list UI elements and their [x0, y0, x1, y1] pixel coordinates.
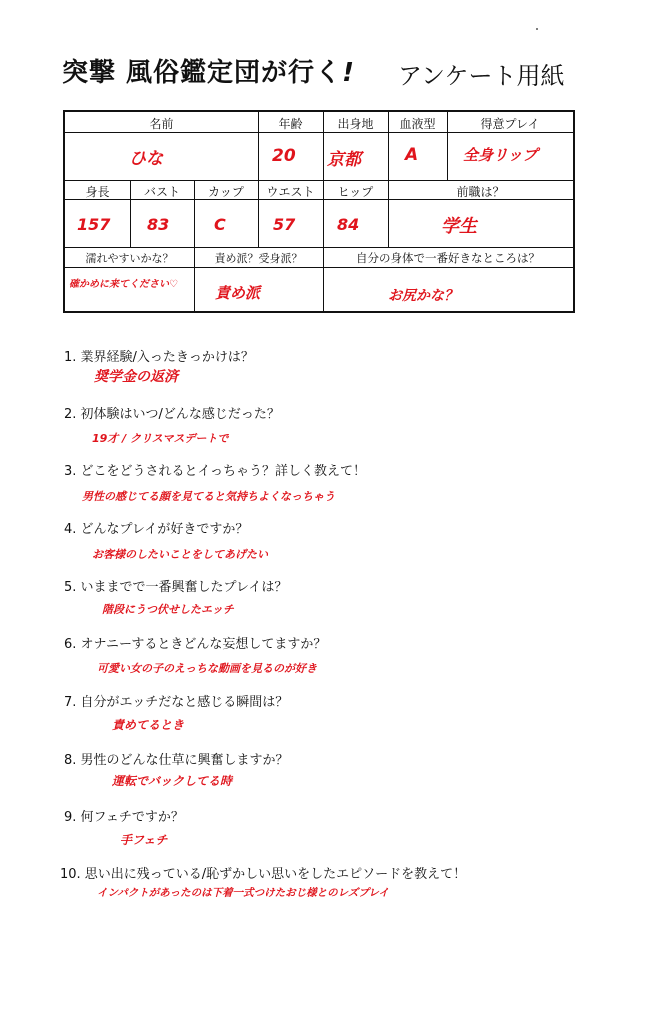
label-name: 名前: [149, 117, 174, 131]
question-2: 2. 初体験はいつ/どんな感じだった？: [64, 407, 280, 422]
answer-9: 手フェチ: [120, 833, 168, 847]
value-bust: 83: [147, 215, 170, 234]
title-exclamation: !: [342, 58, 355, 88]
grid-line: [65, 132, 573, 133]
answer-10: インパクトがあったのは下着一式つけたおじ様とのレズプレイ: [97, 887, 389, 899]
answer-8: 運転でバックしてる時: [112, 774, 233, 788]
value-birthplace: 京都: [327, 150, 361, 170]
label-blood-type: 血液型: [399, 117, 436, 131]
answer-7: 責めてるとき: [112, 718, 185, 732]
value-favorite-body-part: お尻かな？: [388, 288, 458, 304]
value-blood-type: A: [405, 145, 419, 165]
form-subtitle: アンケート用紙: [398, 62, 565, 90]
label-bust: バスト: [143, 185, 180, 199]
value-wet-easily: 確かめに来てください♡: [69, 279, 178, 290]
value-age: 20: [272, 146, 296, 166]
label-age: 年齢: [278, 117, 303, 131]
grid-line: [65, 180, 573, 181]
question-9: 9. 何フェチですか？: [64, 810, 184, 825]
value-cup: C: [214, 215, 226, 234]
grid-line: [65, 267, 573, 268]
value-favorite-play: 全身リップ: [463, 146, 538, 164]
question-5: 5. いままでで一番興奮したプレイは？: [64, 580, 288, 595]
question-7: 7. 自分がエッチだなと感じる瞬間は？: [64, 695, 289, 710]
page-title: [62, 52, 355, 89]
value-waist: 57: [273, 215, 296, 234]
label-height: 身長: [85, 185, 110, 199]
label-favorite-body-part: 自分の身体で一番好きなところは？: [356, 251, 540, 265]
question-3: 3. どこをどうされるとイっちゃう？詳しく教えて！: [64, 464, 367, 479]
value-dom-or-sub: 責め派: [215, 284, 261, 302]
label-previous-job: 前職は？: [456, 185, 505, 199]
title-text: 突撃 風俗鑑定団が行く: [62, 58, 343, 88]
answer-4: お客様のしたいことをしてあげたい: [92, 548, 268, 561]
label-favorite-play: 得意プレイ: [480, 117, 540, 131]
label-dom-or-sub: 責め派？受身派？: [214, 252, 303, 265]
label-birthplace: 出身地: [337, 117, 374, 131]
profile-form: [63, 110, 575, 313]
scan-speck: [536, 28, 538, 30]
value-previous-job: 学生: [441, 216, 477, 237]
label-wet-easily: 濡れやすいかな？: [85, 252, 174, 265]
answer-6: 可愛い女の子のえっちな動画を見るのが好き: [97, 662, 317, 675]
question-10: 10. 思い出に残っている/恥ずかしい思いをしたエピソードを教えて！: [60, 867, 467, 882]
answer-1: 奨学金の返済: [94, 369, 178, 385]
label-hip: ヒップ: [337, 185, 374, 199]
label-waist: ウエスト: [266, 185, 315, 199]
value-height: 157: [77, 215, 111, 234]
value-hip: 84: [337, 215, 360, 234]
question-4: 4. どんなプレイが好きですか？: [64, 522, 249, 537]
question-8: 8. 男性のどんな仕草に興奮しますか？: [64, 753, 289, 768]
answer-5: 階段にうつ伏せしたエッチ: [102, 603, 234, 616]
label-cup: カップ: [208, 185, 244, 199]
question-1: 1. 業界経験/入ったきっかけは？: [64, 350, 254, 365]
answer-3: 男性の感じてる顔を見てると気持ちよくなっちゃう: [82, 490, 335, 503]
question-6: 6. オナニーするときどんな妄想してますか？: [64, 637, 327, 652]
grid-line: [65, 247, 573, 248]
value-name: ひな: [129, 149, 163, 169]
answer-2: 19才 / クリスマスデートで: [92, 432, 229, 445]
